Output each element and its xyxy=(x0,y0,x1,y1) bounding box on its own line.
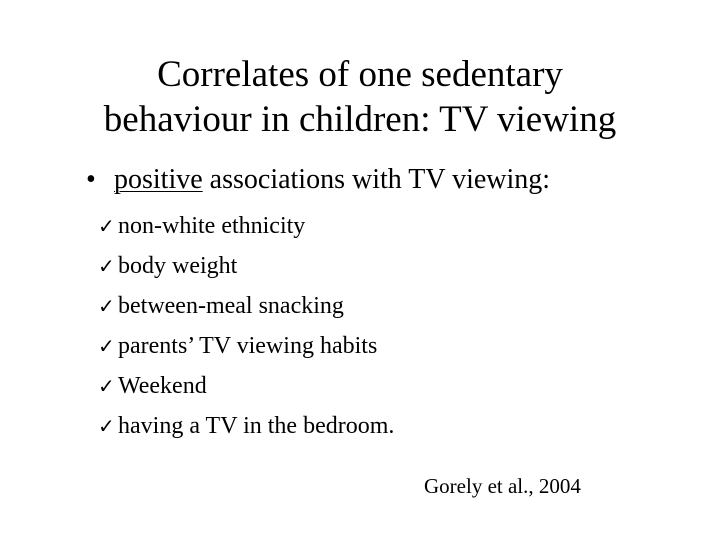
list-item-label: parents’ TV viewing habits xyxy=(118,333,378,359)
checklist xyxy=(98,206,394,446)
title-line-2: behaviour in children: TV viewing xyxy=(103,99,617,140)
checkmark-icon: ✓ xyxy=(98,334,115,358)
list-item-label: non-white ethnicity xyxy=(118,213,306,239)
list-item xyxy=(98,246,394,286)
slide-title xyxy=(0,52,720,142)
bullet-text: associations with TV viewing: xyxy=(202,164,551,195)
checkmark-icon: ✓ xyxy=(98,254,115,278)
list-item-label: Weekend xyxy=(118,373,207,399)
list-item xyxy=(98,326,394,366)
title-line-1: Correlates of one sedentary xyxy=(157,54,563,95)
citation: Gorely et al., 2004 xyxy=(424,474,581,498)
checkmark-icon: ✓ xyxy=(98,294,115,318)
bullet-icon: • xyxy=(86,164,96,195)
list-item xyxy=(98,206,394,246)
checkmark-icon: ✓ xyxy=(98,414,115,438)
bullet-emphasis: positive xyxy=(114,164,203,195)
list-item-label: body weight xyxy=(118,253,238,279)
checkmark-icon: ✓ xyxy=(98,374,115,398)
list-item-label: between-meal snacking xyxy=(118,293,344,319)
list-item xyxy=(98,366,394,406)
checkmark-icon: ✓ xyxy=(98,214,115,238)
main-bullet xyxy=(86,163,550,197)
list-item xyxy=(98,286,394,326)
list-item xyxy=(98,406,394,446)
list-item-label: having a TV in the bedroom. xyxy=(118,413,395,439)
